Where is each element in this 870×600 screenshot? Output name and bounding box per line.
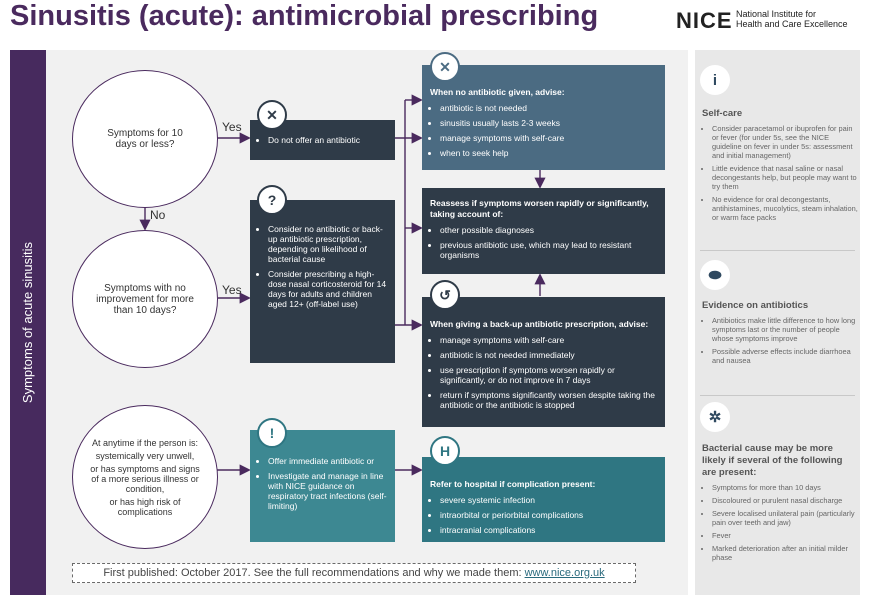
bacterial-item-2: • Discoloured or purulent nasal discharge (712, 496, 860, 505)
nice-logo-line1: National Institute for (736, 9, 817, 19)
evidence-item-2: • Possible adverse effects include diarrhoea and nausea (712, 347, 860, 365)
immediate-item-1: • Offer immediate antibiotic or (268, 456, 389, 466)
consider-item-2: • Consider prescribing a high-dose nasal corticosteroid for 14 days for adults and children aged 12+ (off-label use) (268, 269, 389, 309)
circle-2-text: Symptoms with no improvement for more than 10 days? (96, 282, 194, 316)
backup-item-3: • use prescription if symptoms worsen rapidly or significantly, or do not improve in 7 days (440, 365, 659, 385)
backup-item-2: • antibiotic is not needed immediately (440, 350, 659, 360)
bacteria-icon: ✲ (700, 402, 730, 432)
advise-none-head: When no antibiotic given, advise: (430, 87, 565, 97)
hospital-head: Refer to hospital if complication present: (430, 479, 596, 489)
reassess-head: Reassess if symptoms worsen rapidly or significantly, taking account of: (430, 198, 649, 219)
circle-3-line-3: or has symptoms and signs of a more serious illness or condition, (90, 463, 200, 494)
question-icon: ? (257, 185, 287, 215)
footer-text: First published: October 2017. See the full recommendations and why we made them: (103, 567, 522, 579)
advise-none-item-2: • sinusitis usually lasts 2-3 weeks (440, 118, 659, 128)
yes-label-1: Yes (222, 120, 242, 134)
nice-logo-line2: Health and Care Excellence (736, 19, 848, 29)
circle-1-text: Symptoms for 10 days or less? (107, 128, 183, 150)
right-divider-2 (700, 395, 855, 396)
backup-item-4: • return if symptoms significantly worsen despite taking the antibiotic or the antibiotic is stopped (440, 390, 659, 410)
hospital-icon: H (430, 436, 460, 466)
circle-at-anytime (72, 405, 218, 549)
reassess-item-1: • other possible diagnoses (440, 225, 659, 235)
nice-logo: NICE (676, 8, 733, 33)
hospital-item-1: • severe systemic infection (440, 495, 659, 505)
box-consider (250, 200, 395, 363)
footer-link[interactable]: www.nice.org.uk (524, 567, 605, 579)
box-reassess (422, 188, 665, 274)
exclaim-icon: ! (257, 418, 287, 448)
no-label: No (150, 208, 166, 222)
circle-3-line-1: At anytime if the person is: (91, 437, 199, 448)
reassess-item-2: • previous antibiotic use, which may lead to resistant organisms (440, 240, 659, 260)
yes-label-2: Yes (222, 283, 242, 297)
circle-3-line-2: systemically very unwell, (95, 450, 195, 461)
evidence-title: Evidence on antibiotics (702, 300, 809, 311)
bacterial-item-4: • Fever (712, 531, 860, 540)
bacterial-item-1: • Symptoms for more than 10 days (712, 483, 860, 492)
hospital-item-2: • intraorbital or periorbital complications (440, 510, 659, 520)
selfcare-title: Self-care (702, 108, 743, 119)
selfcare-item-3: • No evidence for oral decongestants, antihistamines, mucolytics, steam inhalation, or warm face packs (712, 195, 860, 222)
box-advise-no-antibiotic (422, 65, 665, 170)
box-no-antibiotic-item: • Do not offer an antibiotic (268, 135, 389, 145)
selfcare-item-1: • Consider paracetamol or ibuprofen for pain or fever (for under 5s, see the NICE guideline on fever in under 5s: assessment and initial management) (712, 124, 860, 160)
immediate-item-2: • Investigate and manage in line with NICE guidance on respiratory tract infections (self-limiting) (268, 471, 389, 511)
consider-item-1: • Consider no antibiotic or back-up antibiotic prescription, depending on likelihood of bacterial cause (268, 224, 389, 264)
side-label-text: Symptoms of acute sinusitis (20, 241, 36, 404)
circle-3-line-4: or has high risk of complications (109, 496, 181, 517)
no-antibiotic-cross-icon: ✕ (257, 100, 287, 130)
bacterial-title: Bacterial cause may be more likely if several of the following are present: (702, 443, 843, 478)
backup-item-1: • manage symptoms with self-care (440, 335, 659, 345)
circle-no-improvement (72, 230, 218, 368)
backup-head: When giving a back-up antibiotic prescription, advise: (430, 319, 649, 329)
bacterial-item-5: • Marked deterioration after an initial milder phase (712, 544, 860, 562)
footer (72, 563, 636, 583)
circle-10-days-or-less (72, 70, 218, 208)
bacterial-item-3: • Severe localised unilateral pain (particularly pain over teeth and jaw) (712, 509, 860, 527)
advise-cross-icon: ✕ (430, 52, 460, 82)
box-backup (422, 297, 665, 427)
pill-icon: ⬬ (700, 260, 730, 290)
page-title: Sinusitis (acute): antimicrobial prescribing (10, 0, 599, 32)
right-divider-1 (700, 250, 855, 251)
advise-none-item-1: • antibiotic is not needed (440, 103, 659, 113)
selfcare-item-2: • Little evidence that nasal saline or nasal decongestants help, but people may want to try them (712, 164, 860, 191)
hospital-item-3: • intracranial complications (440, 525, 659, 535)
advise-none-item-4: • when to seek help (440, 148, 659, 158)
clock-icon: ↺ (430, 280, 460, 310)
box-hospital (422, 457, 665, 542)
advise-none-item-3: • manage symptoms with self-care (440, 133, 659, 143)
info-icon: i (700, 65, 730, 95)
evidence-item-1: • Antibiotics make little difference to how long symptoms last or the number of people whose symptoms improve (712, 316, 860, 343)
